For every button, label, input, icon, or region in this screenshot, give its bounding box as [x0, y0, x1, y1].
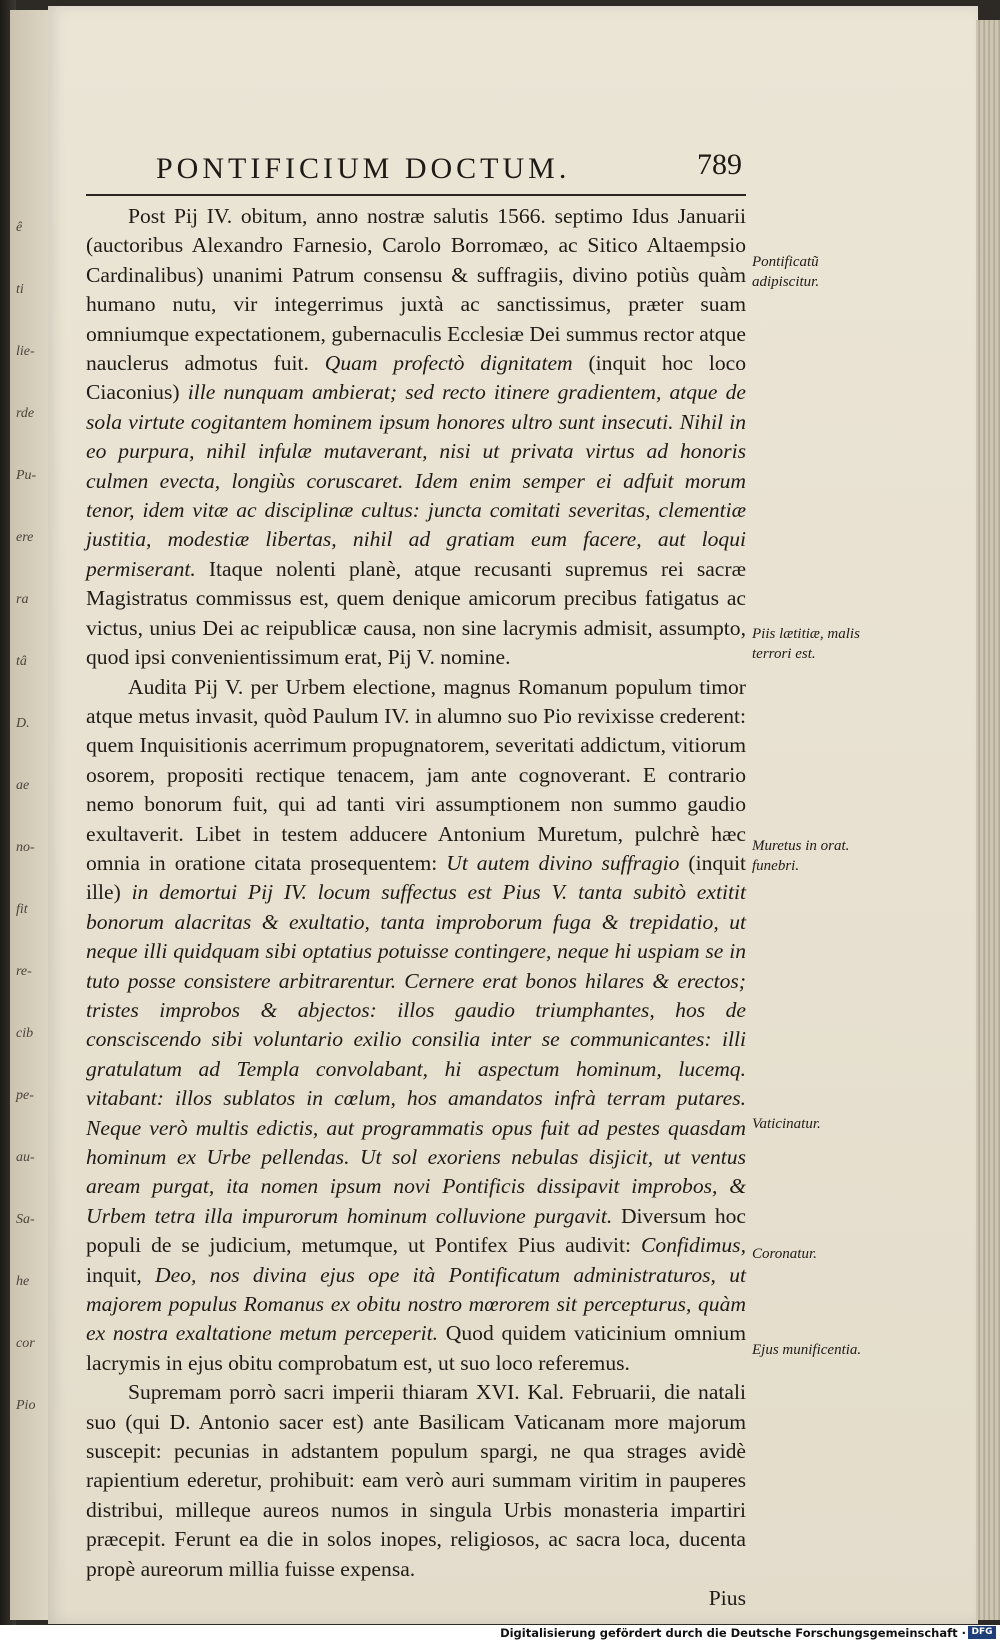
text-run: in demortui Pij IV. locum suffectus est Pius V. tanta subitò extitit bonorum alacritas & exultatio, tanta improborum fuga & trepidatio, ut neque illi quidquam sibi optatius potuisse contingere, neque hi uspiam se in tuto posse consistere arbitrarentur. Cernere erat bonos hilares & erectos; tristes improbos & abjectos: illos gaudio triumphantes, hos de consciscendo sibi voluntario exilio consilia inter se communicantes: illi gratulatum ad Templa convolabant, hi aspectum hominum, lucemq. vitabant: illos sublatos in cœlum, hos amandatos infrà terram putares. Neque verò multis edictis, aut programmatis opus fuit ad pestes quasdam hominum ex Urbe pellendas. Ut sol exoriens nebulas disjicit, ut ventus aream purgat, ita nomen ipsum novi Pontificis dissipavit improbos, & Urbem tetra illa impurorum hominum colluvione purgavit.	[86, 880, 746, 1228]
page-number: 789	[697, 148, 742, 181]
page-stack-edges	[976, 20, 1000, 1620]
previous-page-fragment: Sa-	[16, 1212, 35, 1227]
previous-page-fragment: no-	[16, 840, 35, 855]
previous-page-fragment: fit	[16, 902, 28, 917]
previous-page-fragment: ti	[16, 282, 24, 297]
text-run: Ut autem divino suffragio	[446, 850, 689, 875]
text-run: Deo, nos divina ejus ope ità Pontificatum administraturos, ut majorem populus Romanus ex obitu nostro mœrorem sit percepturus, quàm ex nostra exaltatione metum perceperit.	[86, 1262, 746, 1346]
dfg-logo: DFG	[968, 1626, 996, 1639]
previous-page-fragment: he	[16, 1274, 30, 1289]
page-header	[110, 148, 744, 194]
margin-note-muretus: Muretus in orat. funebri.	[752, 838, 850, 874]
previous-page-fragment: Pio	[16, 1398, 36, 1413]
text-run: Quam profectò dignitatem	[324, 351, 589, 376]
text-run: Audita Pij V. per Urbem electione, magnus Romanum populum timor atque metus invasit, quòd Paulum IV. in alumno suo Pio revixisse crederent: quem Inquisitionis acerrimum propugnatorem, severitati addictum, vitiorum osorem, propositi rectique tenacem, jam ante cognoverant. E contrario nemo bonorum fuit, qui ad tanti viri assumptionem non summo gaudio exultaverit. Libet in testem adducere Antonium Muretum, pulchrè hæc omnia in oratione citata prosequentem:	[86, 674, 746, 875]
previous-page-fragment: re-	[16, 964, 32, 979]
text-run: Itaque nolenti planè, atque recusanti supremus rei sacræ Magistratus commissus est, quem denique amicorum precibus fatigatus ac victus, unius Dei ac reipublicæ causa, non sine lacrymis admisit, assumpto, quod ipsi convenientissimum erat, Pij V. nomine.	[86, 556, 746, 670]
digitization-credit: Digitalisierung gefördert durch die Deutsche Forschungsgemeinschaft ·	[500, 1626, 966, 1640]
previous-page-fragment: D.	[16, 716, 30, 731]
margin-note-munificentia: Ejus munificentia.	[752, 1342, 862, 1358]
previous-page-fragment: ra	[16, 592, 29, 607]
text-run: Supremam porrò sacri imperii thiaram XVI. Kal. Februarii, die natali suo (qui D. Antonio sacer est) ante Basilicam Vaticanam more majorum suscepit: pecunias in adstantem populum spargi, ne qua strages avidè rapientium ederetur, prohibuit: eam verò auri summam viritim in pauperes distribui, milleque aureos numos in singula Urbis monasteria impartiri præcepit. Ferunt ea die in solos inopes, religiosos, ac sacra loca, ducenta propè aureorum millia fuisse expensa.	[86, 1380, 746, 1581]
paragraph-3	[86, 1378, 746, 1584]
margin-note-laetitia: Piis lætitiæ, malis terrori est.	[752, 626, 860, 662]
margin-note-vaticinatur: Vaticinatur.	[752, 1116, 821, 1132]
previous-page-fragment: ê	[16, 220, 23, 235]
previous-page-fragment: Pu-	[16, 468, 37, 483]
running-title: PONTIFICIUM DOCTUM.	[156, 152, 571, 185]
text-run: Post Pij IV. obitum, anno nostræ salutis 1566. septimo Idus Januarii (auctoribus Alexandro Farnesio, Carolo Borromæo, ac Sitico Altaempsio Cardinalibus) unanimi Patrum consensu & suffragiis, divino potiùs quàm humano nutu, vir integerrimus juxtà ac sanctissimus, præter suam omniumque expectationem, gubernaculis Ecclesiæ Dei summus rector atque nauclerus admotus fuit.	[86, 204, 746, 376]
text-run: ille nunquam ambierat; sed recto itinere gradientem, atque de sola virtute cogitantem hominem ipsum honores ultro sunt insecuti. Nihil in eo purpura, nihil infulæ mutaverant, nisi ut privata virtus ad honoris culmen evecta, longiùs coruscaret. Idem enim semper ei adfuit morum tenor, idem vitæ ac disciplinæ cultus: juncta comitati severitas, clementiæ justitia, modestiæ libertas, nihil ad gratiam eum facere, aut loqui permiserant.	[86, 380, 746, 581]
previous-page-fragment: pe-	[16, 1088, 34, 1103]
previous-page-fragment: cib	[16, 1026, 34, 1041]
body-text	[86, 202, 746, 1614]
previous-page-fragment: ae	[16, 778, 30, 793]
header-rule	[86, 194, 746, 196]
paragraph-1	[86, 202, 746, 673]
text-run: Diversum hoc populi de se judicium, metumque, ut Pontifex Pius audivit:	[86, 1203, 746, 1258]
text-run: (inquit ille)	[86, 850, 746, 905]
margin-note-coronatur: Coronatur.	[752, 1246, 817, 1262]
text-run: (inquit hoc loco Ciaconius)	[86, 351, 746, 405]
previous-page-fragment: rde	[16, 406, 35, 421]
previous-page-fragment: lie-	[16, 344, 35, 359]
catchword: Pius	[708, 1586, 746, 1611]
previous-page-edge	[10, 10, 51, 1620]
text-run: Quod quidem vaticinium omnium lacrymis in ejus obitu comprobatum est, ut suo loco referemus.	[86, 1321, 746, 1375]
previous-page-fragment: cor	[16, 1336, 35, 1351]
paragraph-2	[86, 673, 746, 1379]
previous-page-fragment: tâ	[16, 654, 27, 669]
previous-page-fragment: ere	[16, 530, 34, 545]
text-run: inquit,	[86, 1262, 156, 1287]
text-run: Confidimus,	[641, 1233, 746, 1258]
previous-page-fragment: au-	[16, 1150, 35, 1165]
margin-note-pontificatus: Pontificatũ adipiscitur.	[752, 254, 820, 290]
